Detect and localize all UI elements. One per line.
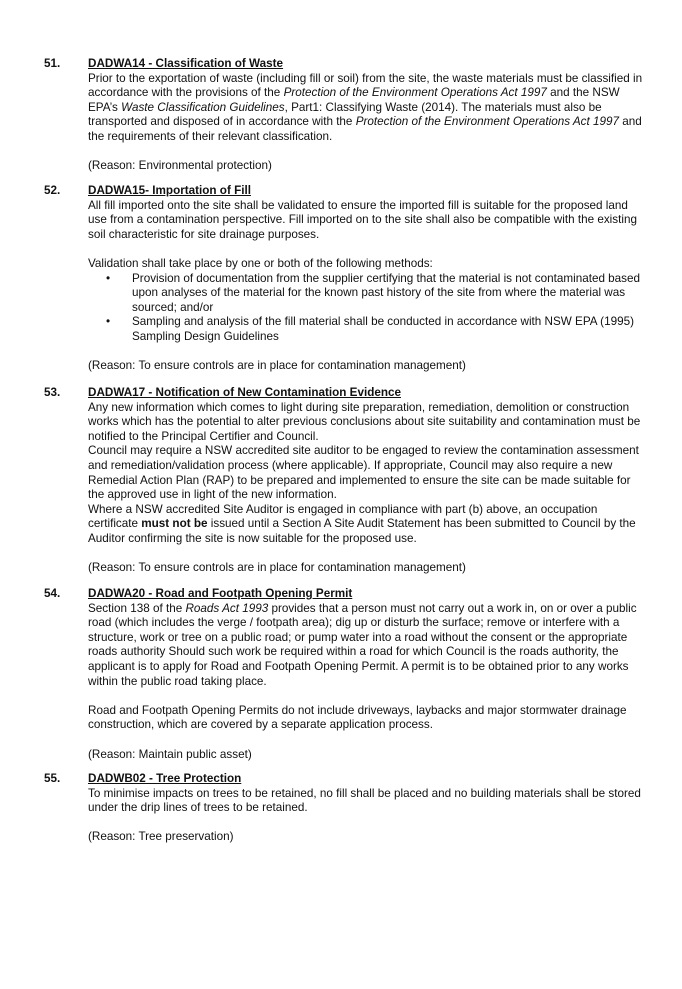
bullet-icon: • [106,271,111,285]
condition-number: 52. [44,184,61,197]
condition-reason: (Reason: Tree preservation) [88,830,234,844]
text-run: and the NSW EPA’s [88,86,620,114]
text-run: Prior to the exportation of waste (including fill or soil) from the site, the waste materials must be classified in accordance with the provisions of the [88,71,643,100]
text-run: Section 138 of the [88,601,186,615]
condition-reason: (Reason: To ensure controls are in place for contamination management) [88,359,466,373]
condition-title: DADWA15- Importation of Fill [88,184,251,197]
condition-number: 55. [44,772,61,785]
condition-body [88,587,644,762]
act-name: Roads Act 1993 [185,601,269,615]
condition-reason: (Reason: Environmental protection) [88,159,272,173]
bullet-icon: • [106,315,111,329]
text-run: Where a NSW accredited Site Auditor is engaged in compliance with part (b) above, an occupation certificate [88,502,598,531]
list-item [88,315,644,344]
emphasis-text: must not be [141,517,208,531]
condition-title: DADWA17 - Notification of New Contamination Evidence [88,386,401,399]
text-run: , Part1: Classifying Waste (2014). The materials must also be transported and disposed of in accordance with the [88,100,602,129]
condition-title: DADWA14 - Classification of Waste [88,57,284,70]
text-run: and the requirements of their relevant classification. [88,115,642,143]
list-item [88,272,644,316]
guideline-name: Waste Classification Guidelines [121,100,285,114]
condition-reason: (Reason: Maintain public asset) [88,747,252,761]
condition-number: 51. [44,57,61,70]
act-name: Protection of the Environment Operations Act 1997 [283,86,547,100]
condition-paragraph [88,602,644,690]
condition-paragraph: To minimise impacts on trees to be retained, no fill shall be placed and no building materials shall be stored under the drip lines of trees to be retained. [88,786,641,815]
condition-paragraph: Any new information which comes to light during site preparation, remediation, demolition or construction works which has the potential to alter previous conclusions about site suitability and contamination must be notified to the Principal Certifier and Council. [88,400,641,443]
text-run: provides that a person must not carry out a work in, on or over a public road (which includes the verge / footpath area); dig up or disturb the surface; remove or interfere with a structure, work or tree on a public road; or pump water into a road without the consent or the appropriate roads authority Should such work be required within a road for which Council is the roads authority, the applicant is to apply for Road and Footpath Opening Permit. A permit is to be obtained prior to any works within the public road taking place. [88,601,637,688]
condition-paragraph: All fill imported onto the site shall be validated to ensure the imported fill is suitable for the proposed land use from a contamination perspective. Fill imported on to the site shall also be compatible with the existing soil characteristic for site drainage purposes. [88,198,637,241]
condition-paragraph: Council may require a NSW accredited site auditor to be engaged to review the contamination assessment and remediation/validation process (where applicable). If appropriate, Council may also require a new Remedial Action Plan (RAP) to be prepared and implemented to ensure the site can be made suitable for the approved use in light of the new information. [88,444,639,502]
condition-number: 53. [44,386,61,399]
condition-body [88,386,644,576]
act-name: Protection of the Environment Operations Act 1997 [355,115,620,129]
condition-body [88,184,644,374]
condition-paragraph [88,503,644,547]
list-item-text: Provision of documentation from the supplier certifying that the material is not contaminated based upon analyses of the material for the known past history of the site from where the material was sourced; and/or [132,271,641,314]
condition-reason: (Reason: To ensure controls are in place for contamination management) [88,561,466,575]
condition-number: 54. [44,587,61,600]
condition-body [88,772,644,845]
condition-title: DADWA20 - Road and Footpath Opening Permit [88,587,353,600]
condition-paragraph: Road and Footpath Opening Permits do not include driveways, laybacks and major stormwater drainage construction, which are covered by a separate application process. [88,703,627,732]
list-item-text: Sampling and analysis of the fill material shall be conducted in accordance with NSW EPA (1995) Sampling Design Guidelines [132,315,634,343]
condition-title: DADWB02 - Tree Protection [88,772,242,785]
condition-paragraph [88,72,644,145]
condition-paragraph: Validation shall take place by one or both of the following methods: [88,256,433,270]
methods-list [88,272,644,345]
condition-body [88,57,644,174]
text-run: issued until a Section A Site Audit Statement has been submitted to Council by the Auditor confirming the site is now suitable for the proposed use. [88,517,636,545]
